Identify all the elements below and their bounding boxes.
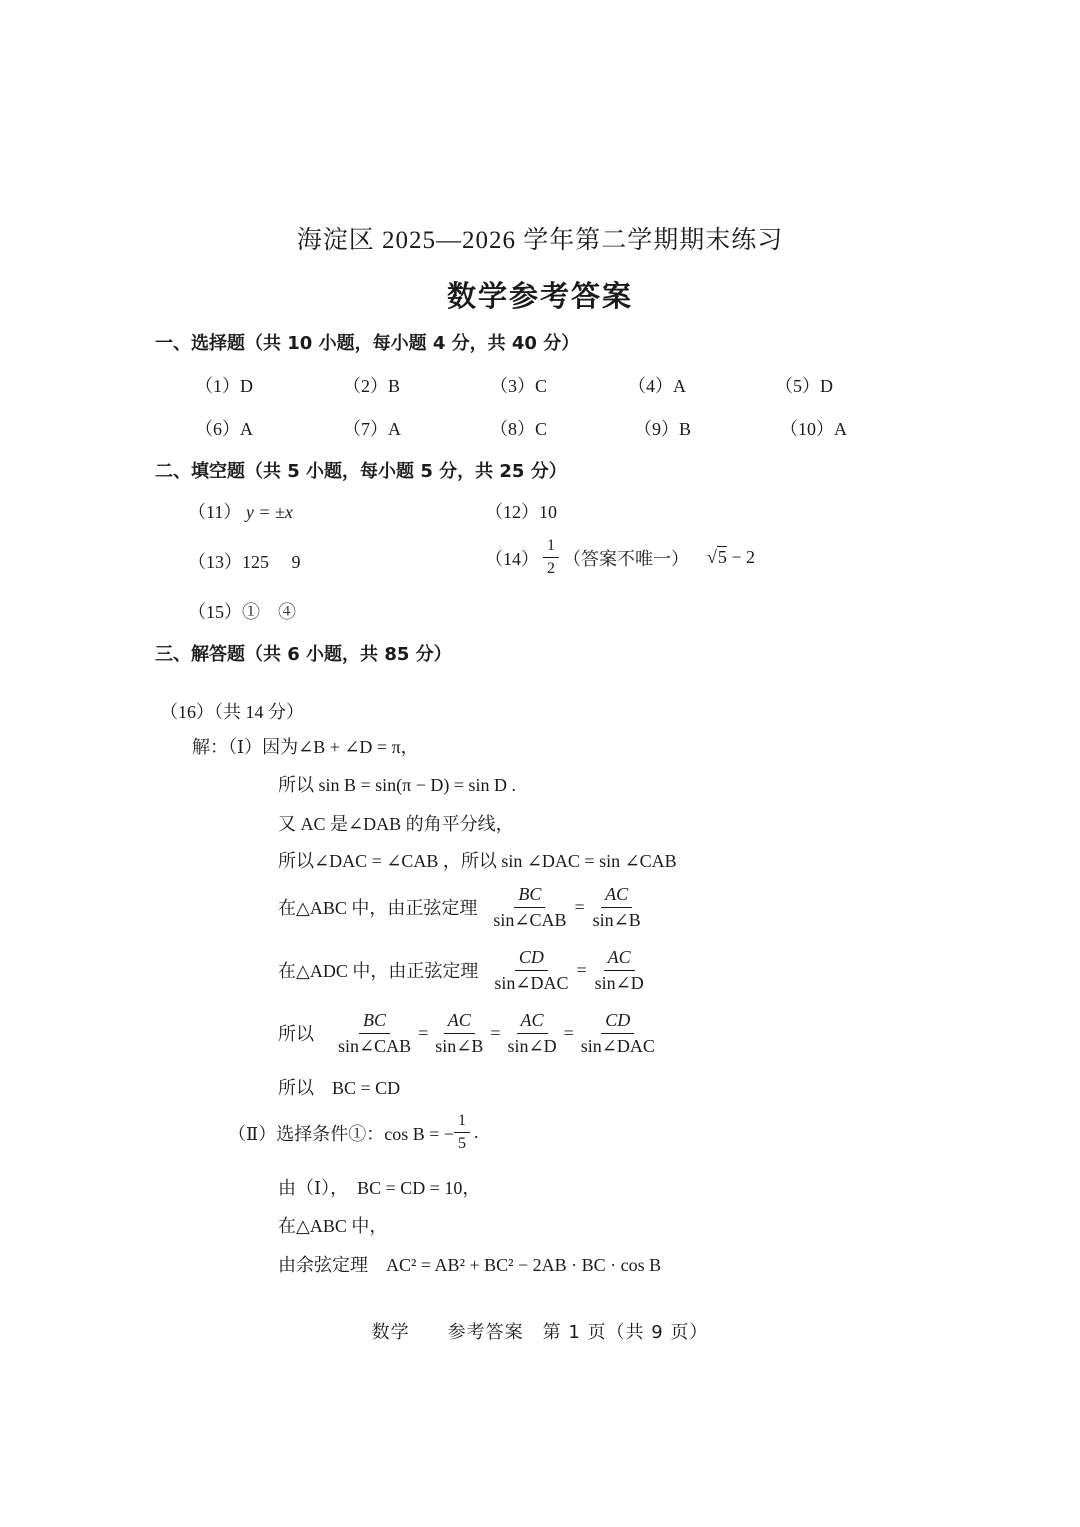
question-16-heading: （16）（共 14 分）	[160, 702, 304, 722]
choice-item: （7）A	[343, 419, 401, 439]
fill-item-13: （13）125 9	[188, 552, 301, 572]
choice-item: （1）D	[195, 376, 253, 396]
choice-item: （6）A	[195, 419, 253, 439]
solution-line-sine-law-abc: 在△ABC 中，由正弦定理 $\frac{BC}{\text{sin∠CAB}}$ = $\frac{AC}{\sin\angle B}$	[278, 884, 641, 930]
solution-line: 由余弦定理 AC² = AB² + BC² − 2AB · BC · cos B	[278, 1255, 662, 1275]
choice-item: （3）C	[490, 376, 548, 396]
choice-item: （5）D	[775, 376, 833, 396]
fill-item-11: （11） y = ±x	[188, 502, 293, 522]
section-heading-fill: 二、填空题（共 5 小题，每小题 5 分，共 25 分）	[155, 461, 567, 482]
choice-item: （10）A	[780, 419, 847, 439]
solution-line: 由（Ⅰ）， BC = CD = 10，	[278, 1178, 481, 1198]
document-subtitle: 数学参考答案	[446, 279, 633, 313]
section-heading-solve: 三、解答题（共 6 小题，共 85 分）	[155, 644, 452, 665]
fraction: $\frac{1}{2}$	[543, 537, 559, 579]
fill-item-14: （14） $\frac{1}{2}$ （答案不唯一） √5 − 2	[485, 537, 756, 578]
choice-item: （9）B	[634, 419, 692, 439]
solution-line: 在△ABC 中，	[278, 1216, 388, 1236]
solution-line: 所以 sin B = sin(π − D) = sin D .	[278, 775, 517, 795]
fill-item-12: （12）10	[485, 502, 557, 522]
solution-line-sine-law-adc: 在△ADC 中，由正弦定理 $\frac{CD}{\text{sin∠DAC}}$ = $\frac{AC}{\sin\angle D}$	[278, 947, 644, 993]
page-footer: 数学 参考答案 第 1 页（共 9 页）	[371, 1322, 709, 1343]
solution-line: 所以 BC = CD	[278, 1078, 401, 1098]
solution-line: 又 AC 是∠DAB 的角平分线，	[278, 814, 514, 834]
choice-item: （8）C	[490, 419, 548, 439]
solution-line-condition: （Ⅱ）选择条件①：cos B = − $\frac{1}{5}$ .	[228, 1112, 479, 1153]
solution-line-equal-ratios: 所以 $\frac{BC}{\text{sin∠CAB}}$ = $\frac{AC}{\sin\angle B}$ = $\frac{AC}{\sin\angle D}$ = $\frac{CD}{\text{sin∠DAC}}$	[278, 1010, 655, 1056]
document-title: 海淀区 2025—2026 学年第二学期期末练习	[296, 227, 784, 254]
section-heading-choice: 一、选择题（共 10 小题，每小题 4 分，共 40 分）	[155, 333, 580, 354]
choice-item: （2）B	[343, 376, 401, 396]
solution-line: 所以∠DAC = ∠CAB ，所以 sin ∠DAC = sin ∠CAB	[278, 851, 677, 871]
choice-item: （4）A	[628, 376, 686, 396]
solution-line: 解：（Ⅰ）因为∠B + ∠D = π，	[192, 737, 419, 757]
fill-item-15: （15）① ④	[188, 602, 296, 622]
